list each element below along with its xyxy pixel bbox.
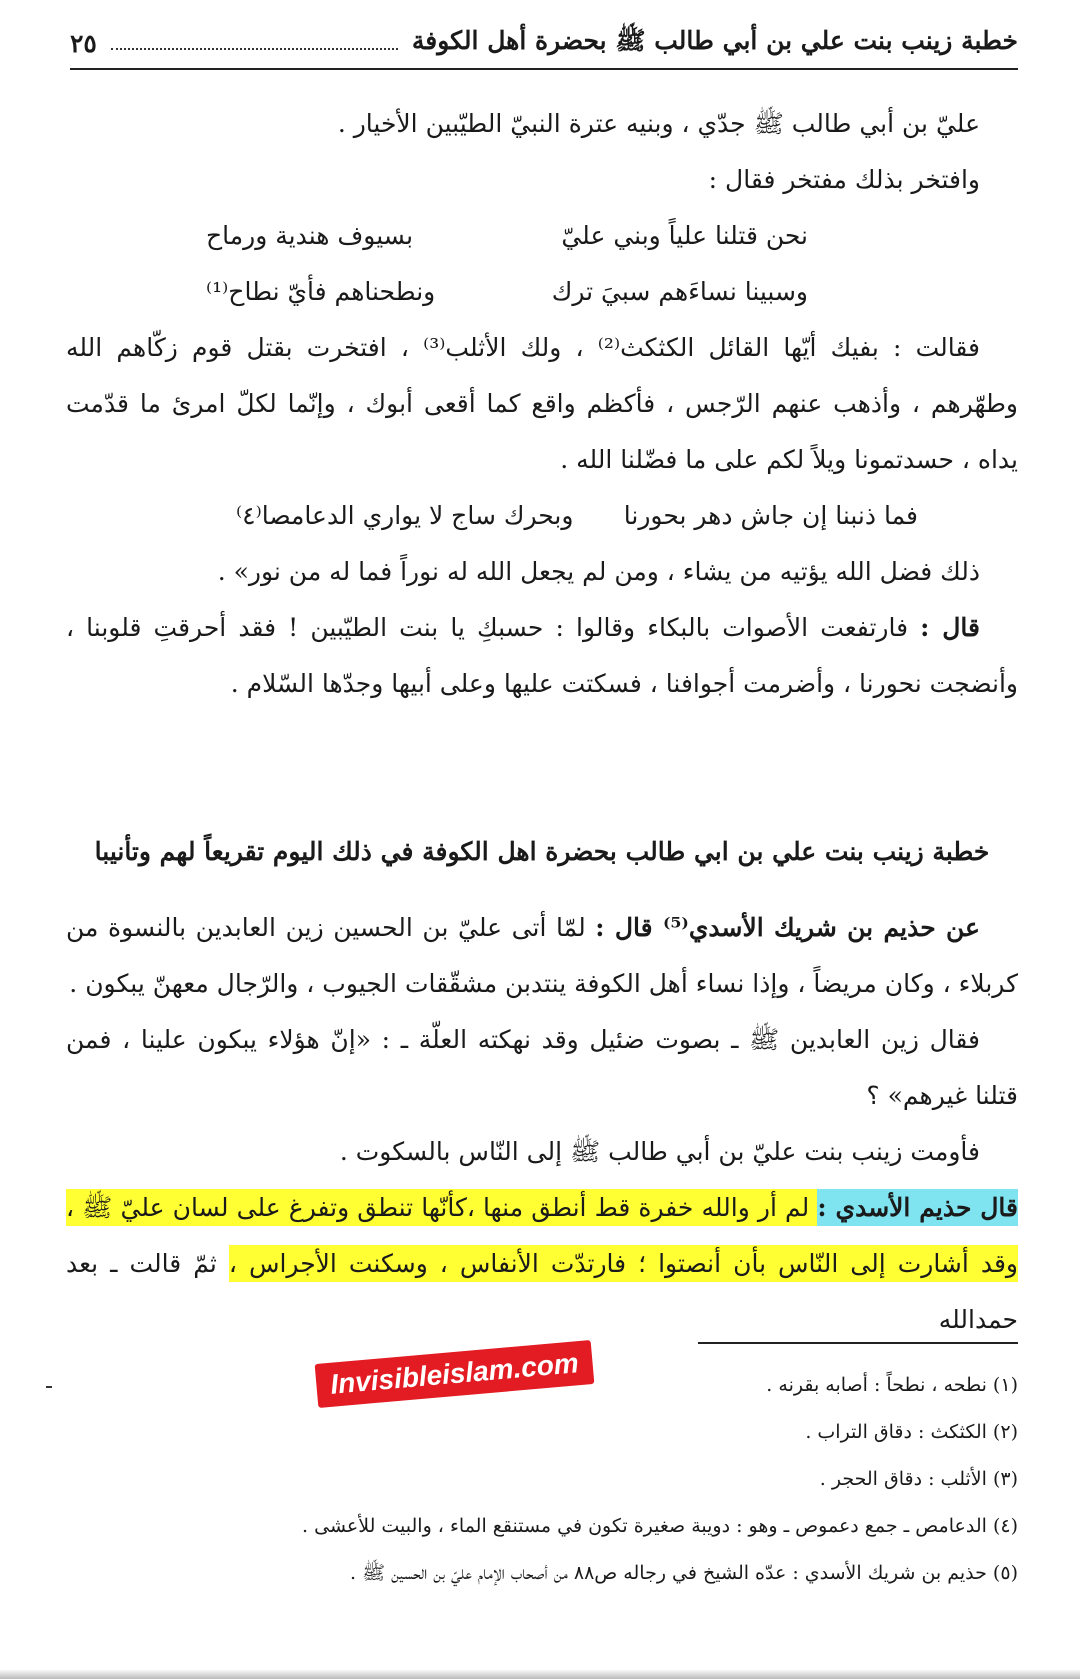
page-body	[66, 96, 1018, 1348]
footnote-2: (٢) الكثكث : دقاق التراب .	[805, 1421, 1018, 1443]
poem-hemistich: بسيوف هندية ورماح	[206, 221, 414, 250]
section-heading: خطبة زينب بنت علي بن ابي طالب بحضرة اهل الكوفة في ذلك اليوم تقريعاً لهم وتأنيبا	[94, 837, 990, 866]
footnote-5: (٥) حذيم بن شريك الأسدي : عدّه الشيخ في رجاله ص٨٨ من أصحاب الإمام عليّ بن الحسين ﷺ .	[350, 1562, 1018, 1584]
footnote-3: (٣) الأثلب : دقاق الحجر .	[819, 1468, 1018, 1490]
poem-hemistich: فما ذنبنا إن جاش دهر بحورنا	[623, 501, 918, 530]
poem-hemistich: نحن قتلنا علياً وبني عليّ	[561, 221, 808, 250]
paragraph-3: فقالت : بفيك أيّها القائل الكثكث⁽²⁾ ، ولك الأثلب⁽³⁾ ، افتخرت بقتل قوم زكّاهم الله وطهّرهم ، وأذهب عنهم الرّجس ، فأكظم واقع كما أقعى أبوك ، وإنّما لكلّ امرئ ما قدّمت يداه ، حسدتمونا ويلاً لكم على ما فضّلنا الله .	[66, 333, 1018, 474]
paragraph-6	[66, 900, 1018, 1012]
footnote-rule	[698, 1342, 1018, 1344]
narrator-label: عن حذيم بن شريك الأسدي⁽⁵⁾ قال :	[595, 913, 980, 942]
section-gap	[66, 712, 1018, 822]
poem-hemistich: ونطحناهم فأيّ نطاح⁽¹⁾	[206, 277, 436, 306]
margin-mark	[46, 1386, 52, 1388]
poem-line-2	[66, 264, 1018, 320]
paragraph-5	[66, 600, 1018, 712]
paragraph-4: ذلك فضل الله يؤتيه من يشاء ، ومن لم يجعل الله له نوراً فما له من نور» .	[217, 557, 980, 586]
paragraph-text: فارتفعت الأصوات بالبكاء وقالوا : حسبكِ يا بنت الطيّبين ! فقد أحرقتِ قلوبنا ، وأنضجت نحورنا ، وأضرمت أجوافنا ، فسكتت عليها وعلى أبيها وجدّها السّلام .	[66, 613, 1018, 698]
running-title: خطبة زينب بنت علي بن أبي طالب ﷺ بحضرة أهل الكوفة	[411, 25, 1018, 55]
footnote-4: (٤) الدعامص ـ جمع دعموص ـ وهو : دويبة صغيرة تكون في مستنقع الماء ، والبيت للأعشى .	[302, 1515, 1018, 1537]
speaker-label: قال :	[920, 613, 980, 642]
poem-line-3	[66, 488, 1018, 544]
watermark-logo: Invisibleislam.com	[315, 1340, 595, 1408]
highlighted-quote: لم أر والله خفرة قط أنطق منها ،كأنّها تنطق وتفرغ على لسان عليّ ﷺ ، وقد أشارت إلى النّاس بأن أنصتوا ؛ فارتدّت الأنفاس ، وسكنت الأجراس ،	[66, 1189, 1018, 1282]
paragraph-text: لمّا أتى عليّ بن الحسين زين العابدين بالنسوة من كربلاء ، وكان مريضاً ، وإذا نساء أهل الكوفة ينتدبن مشقّقات الجيوب ، والرّجال معهنّ يبكون .	[66, 913, 1018, 998]
highlighted-speaker: قال حذيم الأسدي :	[817, 1189, 1018, 1226]
paragraph-9	[66, 1180, 1018, 1348]
running-header	[70, 18, 1018, 70]
paragraph-1: عليّ بن أبي طالب ﷺ جدّي ، وبنيه عترة النبيّ الطيّبين الأخيار .	[337, 109, 980, 138]
poem-hemistich: وبحرك ساج لا يواري الدعامصا⁽٤⁾	[236, 501, 574, 530]
paragraph-7: فقال زين العابدين ﷺ ـ بصوت ضئيل وقد نهكته العلّة ـ : «إنّ هؤلاء يبكون علينا ، فمن قتلنا غيرهم» ؟	[66, 1025, 1018, 1110]
footnotes	[180, 1362, 1018, 1597]
paragraph-8: فأومت زينب بنت عليّ بن أبي طالب ﷺ إلى النّاس بالسكوت .	[339, 1137, 980, 1166]
page-number: ٢٥	[70, 28, 97, 58]
poem-hemistich: وسبينا نساءَهم سبيَ ترك	[551, 277, 808, 306]
poem-line-1	[66, 208, 1018, 264]
page-edge	[0, 1669, 1080, 1679]
footnote-1: (١) نطحه ، نطحاً : أصابه بقرنه .	[766, 1374, 1018, 1396]
paragraph-2: وافتخر بذلك مفتخر فقال :	[708, 165, 980, 194]
leader-dots	[111, 48, 398, 50]
paragraph-text: ثمّ قالت ـ بعد حمدالله	[66, 1249, 1018, 1334]
